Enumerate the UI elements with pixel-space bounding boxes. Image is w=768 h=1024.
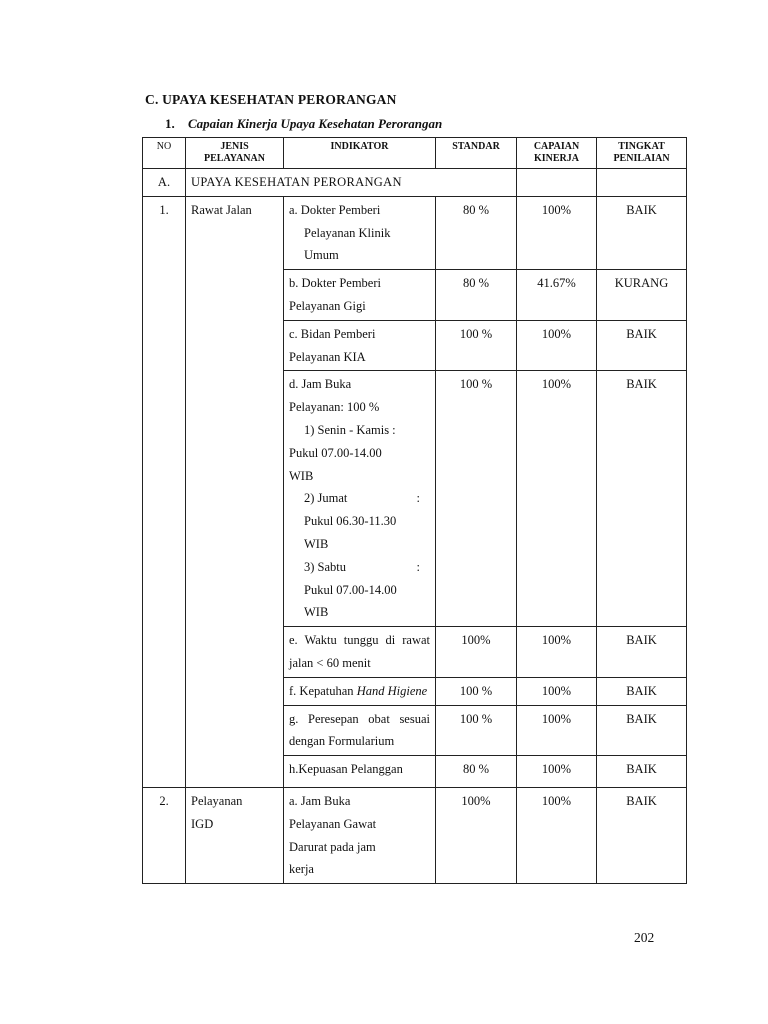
group-empty-cell xyxy=(517,169,597,197)
row-no: 2. xyxy=(143,787,186,883)
indikator-cell xyxy=(284,787,436,883)
schedule-time: Pukul 07.00-14.00 xyxy=(304,582,397,597)
indikator-line: b. Dokter Pemberi xyxy=(289,276,381,291)
tingkat-cell: KURANG xyxy=(597,270,687,321)
capaian-cell: 100% xyxy=(517,196,597,269)
standar-cell: 100 % xyxy=(436,371,517,627)
capaian-cell: 100% xyxy=(517,705,597,756)
capaian-cell: 100% xyxy=(517,320,597,371)
indikator-cell: g. Peresepan obat sesuai dengan Formularium xyxy=(284,705,436,756)
row-jenis-pelayanan xyxy=(186,787,284,883)
table-row xyxy=(143,196,687,269)
indikator-line: a. Dokter Pemberi xyxy=(289,202,381,217)
indikator-line: d. Jam Buka xyxy=(289,377,352,392)
indikator-cell xyxy=(284,196,436,269)
capaian-cell: 100% xyxy=(517,787,597,883)
subsection-title: Capaian Kinerja Upaya Kesehatan Perorangan xyxy=(188,116,443,131)
header-tingkat-penilaian: TINGKAT PENILAIAN xyxy=(597,138,687,169)
standar-cell: 100% xyxy=(436,627,517,678)
schedule-day: 3) Sabtu xyxy=(304,559,347,574)
subsection-heading xyxy=(165,116,442,132)
indikator-cell xyxy=(284,270,436,321)
group-no: A. xyxy=(143,169,186,197)
schedule-day-line xyxy=(289,487,430,510)
schedule-time: Pukul 06.30-11.30 xyxy=(304,514,397,529)
schedule-time: Pukul 07.00-14.00 xyxy=(289,445,382,460)
indikator-text: f. Kepatuhan xyxy=(289,683,357,698)
standar-cell: 80 % xyxy=(436,196,517,269)
standar-cell: 100 % xyxy=(436,677,517,705)
table-row xyxy=(143,787,687,883)
tingkat-cell: BAIK xyxy=(597,196,687,269)
indikator-line: Pelayanan: 100 % xyxy=(289,400,380,415)
group-label: UPAYA KESEHATAN PERORANGAN xyxy=(186,169,517,197)
jenis-line: IGD xyxy=(191,816,214,831)
row-no: 1. xyxy=(143,196,186,787)
schedule-day-line xyxy=(289,556,430,579)
schedule-tz: WIB xyxy=(304,536,329,551)
header-jenis-pelayanan: JENIS PELAYANAN xyxy=(186,138,284,169)
capaian-cell: 100% xyxy=(517,756,597,788)
indikator-cell: h.Kepuasan Pelanggan xyxy=(284,756,436,788)
schedule-day: 2) Jumat xyxy=(304,491,348,506)
standar-cell: 80 % xyxy=(436,270,517,321)
header-indikator: INDIKATOR xyxy=(284,138,436,169)
jenis-line: Pelayanan xyxy=(191,793,243,808)
capaian-cell: 100% xyxy=(517,627,597,678)
indikator-cell xyxy=(284,371,436,627)
group-row xyxy=(143,169,687,197)
page-number: 202 xyxy=(634,930,655,945)
header-standar: STANDAR xyxy=(436,138,517,169)
tingkat-cell: BAIK xyxy=(597,677,687,705)
schedule-tz: WIB xyxy=(289,468,314,483)
capaian-cell: 41.67% xyxy=(517,270,597,321)
tingkat-cell: BAIK xyxy=(597,320,687,371)
tingkat-cell: BAIK xyxy=(597,756,687,788)
tingkat-cell: BAIK xyxy=(597,705,687,756)
header-no: NO xyxy=(143,138,186,169)
indikator-line: Darurat pada jam xyxy=(289,839,376,854)
indikator-line: Umum xyxy=(304,248,339,263)
schedule-sep: : xyxy=(416,559,420,574)
tingkat-cell: BAIK xyxy=(597,371,687,627)
standar-cell: 100 % xyxy=(436,320,517,371)
indikator-line: Pelayanan Klinik xyxy=(304,225,391,240)
standar-cell: 100% xyxy=(436,787,517,883)
tingkat-cell: BAIK xyxy=(597,787,687,883)
indikator-line: c. Bidan Pemberi xyxy=(289,326,376,341)
schedule-tz: WIB xyxy=(304,605,329,620)
indikator-line: Pelayanan Gawat xyxy=(289,816,377,831)
indikator-cell xyxy=(284,320,436,371)
capaian-cell: 100% xyxy=(517,677,597,705)
performance-table xyxy=(142,137,687,884)
indikator-line: a. Jam Buka xyxy=(289,793,351,808)
capaian-cell: 100% xyxy=(517,371,597,627)
group-empty-cell xyxy=(597,169,687,197)
section-heading: C. UPAYA KESEHATAN PERORANGAN xyxy=(145,92,397,107)
indikator-line: kerja xyxy=(289,862,314,877)
indikator-cell: e. Waktu tunggu di rawat jalan < 60 menit xyxy=(284,627,436,678)
standar-cell: 80 % xyxy=(436,756,517,788)
subsection-number: 1. xyxy=(165,116,175,131)
schedule-day: 1) Senin - Kamis : xyxy=(304,422,396,437)
indikator-line: Pelayanan KIA xyxy=(289,349,366,364)
indikator-cell xyxy=(284,677,436,705)
tingkat-cell: BAIK xyxy=(597,627,687,678)
row-jenis-pelayanan: Rawat Jalan xyxy=(186,196,284,787)
indikator-italic-text: Hand Higiene xyxy=(356,683,428,698)
standar-cell: 100 % xyxy=(436,705,517,756)
indikator-line: Pelayanan Gigi xyxy=(289,298,366,313)
table-header-row xyxy=(143,138,687,169)
schedule-sep: : xyxy=(416,491,420,506)
header-capaian-kinerja: CAPAIAN KINERJA xyxy=(517,138,597,169)
